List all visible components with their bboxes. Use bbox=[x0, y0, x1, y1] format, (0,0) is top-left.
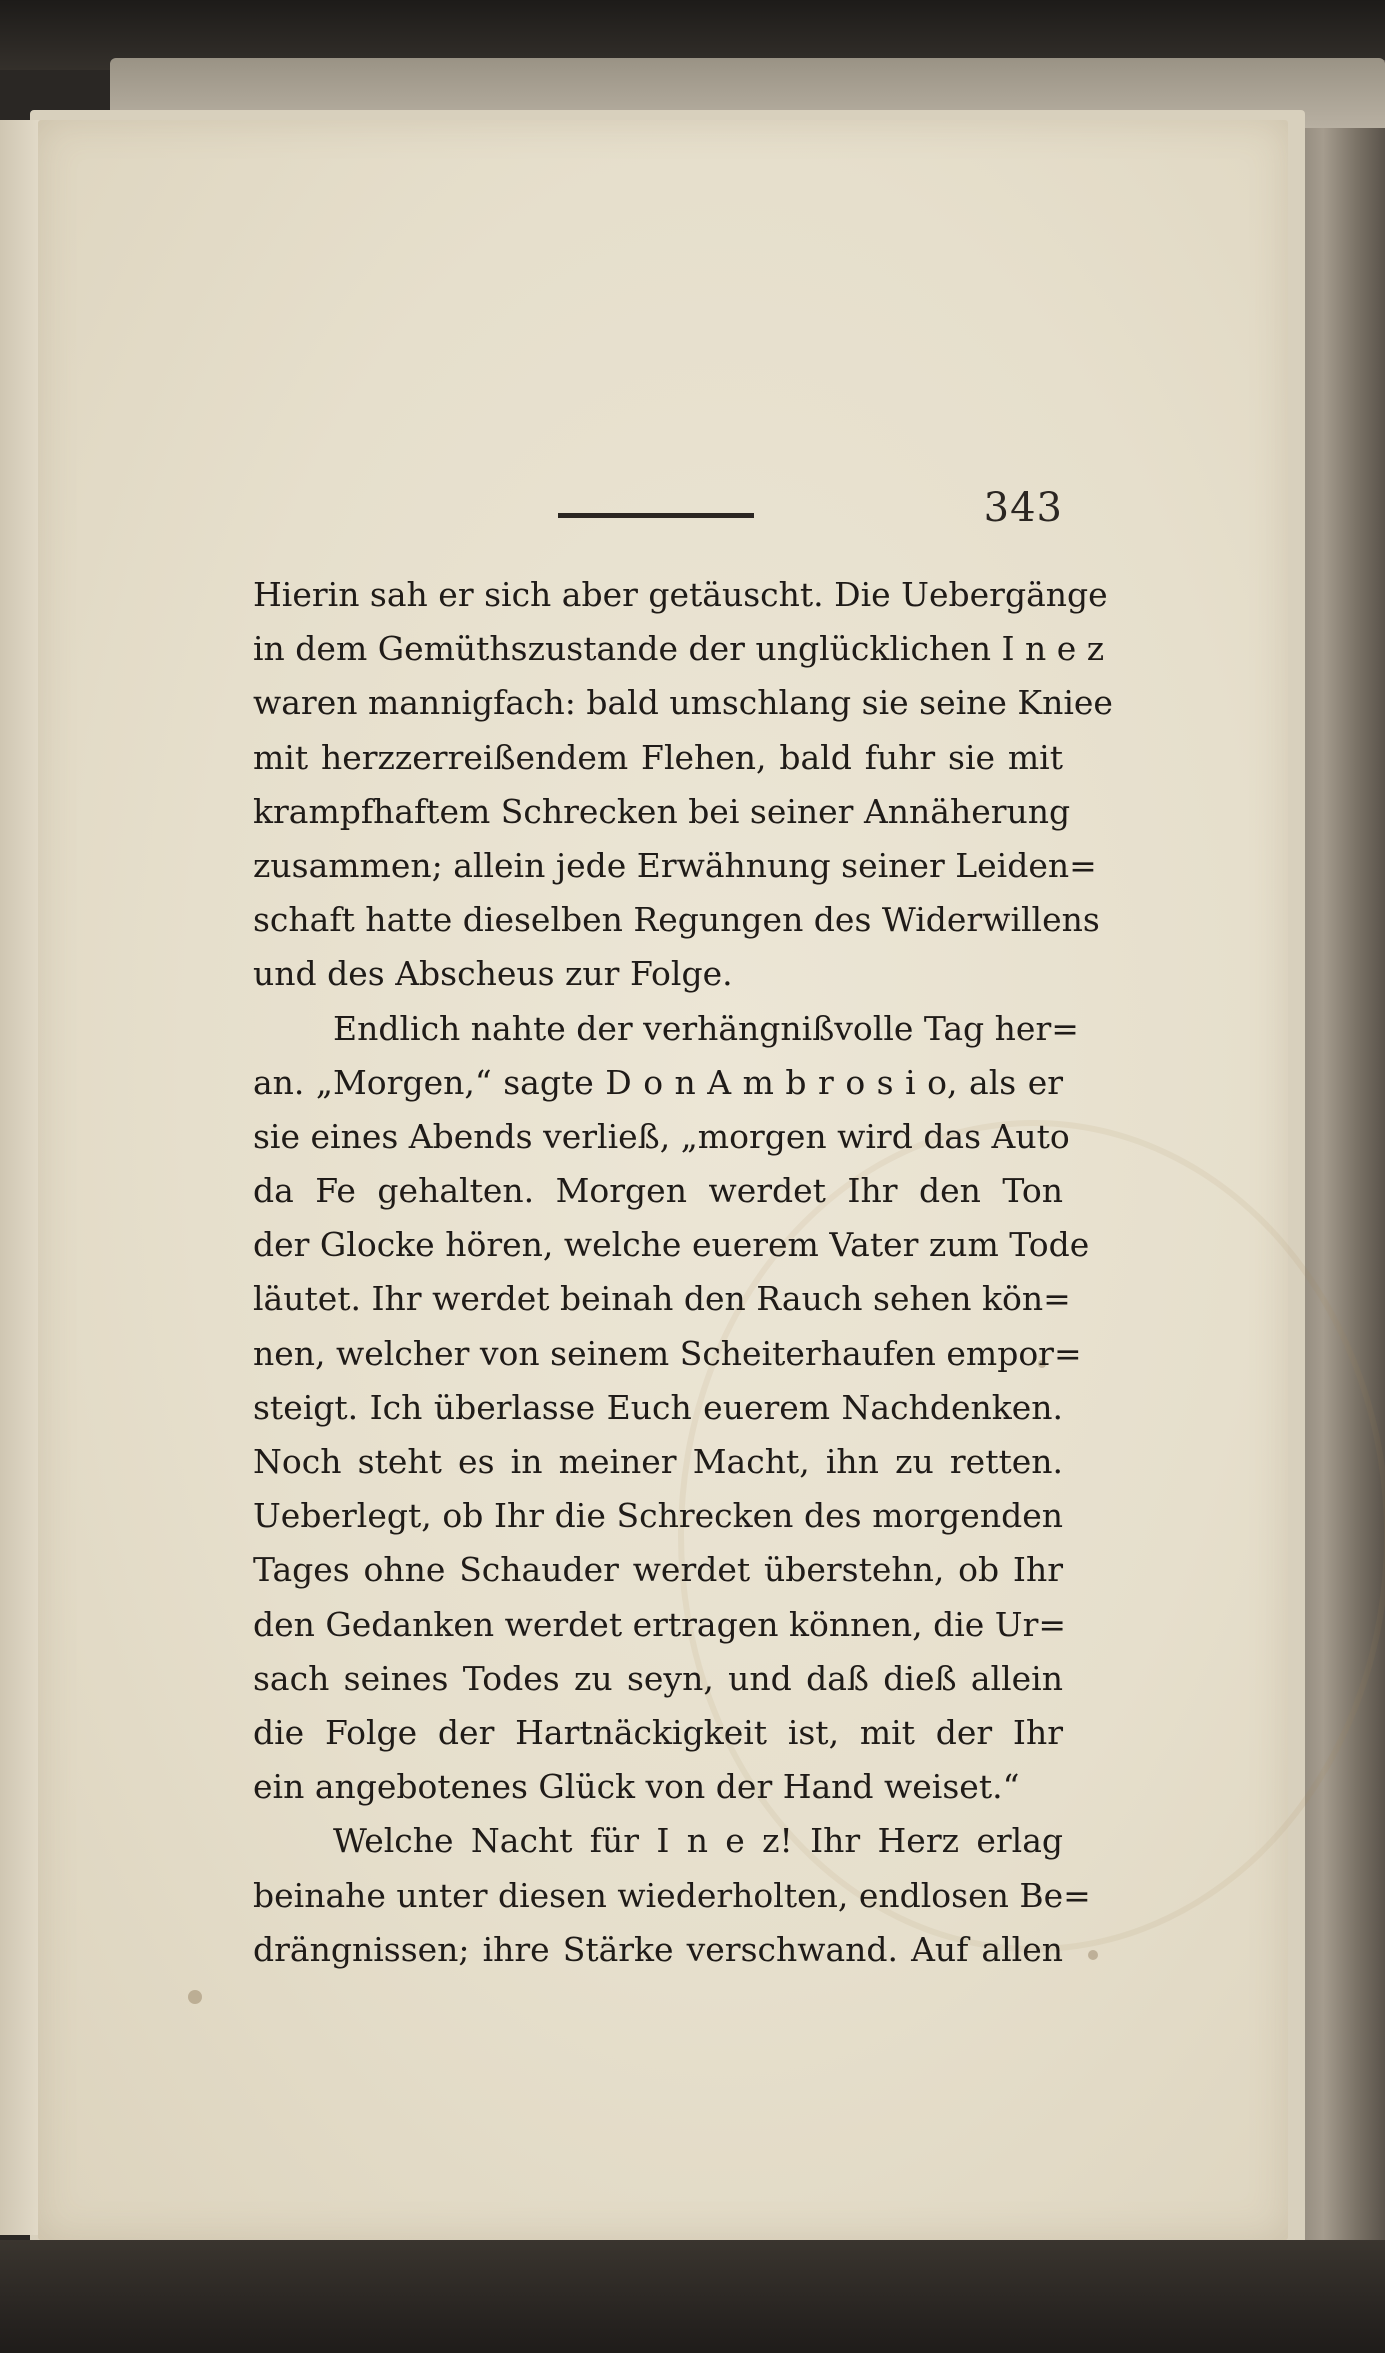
page-header bbox=[38, 485, 1063, 535]
ink-spot bbox=[1088, 1950, 1098, 1960]
book-page bbox=[38, 120, 1288, 2240]
text-line: zusammen; allein jede Erwähnung seiner Leiden= bbox=[253, 845, 1097, 885]
text-line: der Glocke hören, welche euerem Vater zum Tode bbox=[253, 1225, 1090, 1265]
page-number: 343 bbox=[983, 485, 1063, 531]
text-line: die Folge der Hartnäckigkeit ist, mit der Ihr bbox=[253, 1712, 1063, 1752]
text-line: waren mannigfach: bald umschlang sie seine Kniee bbox=[253, 683, 1113, 723]
text-line: und des Abscheus zur Folge. bbox=[253, 954, 733, 994]
text-line: läutet. Ihr werdet beinah den Rauch sehen kön= bbox=[253, 1279, 1071, 1319]
scan-backdrop-bottom bbox=[0, 2240, 1385, 2353]
text-line: ein angebotenes Glück von der Hand weiset.“ bbox=[253, 1767, 1020, 1807]
text-line: Hierin sah er sich aber getäuscht. Die Uebergänge bbox=[253, 575, 1108, 614]
text-line: krampfhaftem Schrecken bei seiner Annäherung bbox=[253, 791, 1071, 831]
text-line: steigt. Ich überlasse Euch euerem Nachdenken. bbox=[253, 1387, 1063, 1427]
text-line: Ueberlegt, ob Ihr die Schrecken des morgenden bbox=[253, 1496, 1063, 1536]
text-line: beinahe unter diesen wiederholten, endlosen Be= bbox=[253, 1875, 1091, 1915]
text-line: Tages ohne Schauder werdet überstehn, ob Ihr bbox=[253, 1550, 1063, 1590]
text-line: den Gedanken werdet ertragen können, die Ur= bbox=[253, 1604, 1067, 1644]
ink-spot bbox=[188, 1990, 202, 2004]
text-line: Noch steht es in meiner Macht, ihn zu retten. bbox=[253, 1442, 1063, 1481]
text-line: da Fe gehalten. Morgen werdet Ihr den Ton bbox=[253, 1171, 1063, 1211]
paragraph bbox=[253, 1814, 1091, 1977]
body-text bbox=[253, 568, 1113, 1977]
text-line: Endlich nahte der verhängnißvolle Tag her= bbox=[333, 1008, 1079, 1048]
text-line: sie eines Abends verließ, „morgen wird das Auto bbox=[253, 1116, 1070, 1156]
text-line: Welche Nacht für I n e z! Ihr Herz erlag bbox=[333, 1821, 1063, 1861]
paragraph bbox=[253, 568, 1113, 1002]
text-line: in dem Gemüthszustande der unglücklichen I n e z bbox=[253, 629, 1105, 669]
text-line: mit herzzerreißendem Flehen, bald fuhr sie mit bbox=[253, 737, 1063, 777]
facing-page-edge bbox=[0, 120, 40, 2235]
text-line: an. „Morgen,“ sagte D o n A m b r o s i o, als er bbox=[253, 1062, 1063, 1102]
text-line: sach seines Todes zu seyn, und daß dieß allein bbox=[253, 1658, 1063, 1698]
paragraph bbox=[253, 1002, 1090, 1815]
header-rule bbox=[558, 513, 754, 518]
text-line: nen, welcher von seinem Scheiterhaufen empor= bbox=[253, 1333, 1082, 1373]
text-line: schaft hatte dieselben Regungen des Widerwillens bbox=[253, 900, 1100, 940]
text-line: drängnissen; ihre Stärke verschwand. Auf allen bbox=[253, 1929, 1063, 1969]
